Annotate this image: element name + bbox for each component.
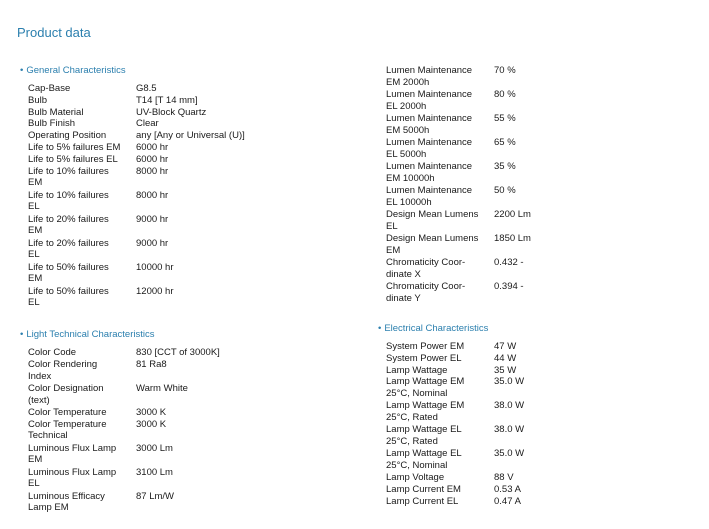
row-value: 80 %	[494, 89, 516, 100]
row-label	[28, 491, 105, 515]
row-label-line: Lamp Wattage EL	[386, 448, 462, 460]
row-label	[386, 496, 458, 508]
row-value: 2200 Lm	[494, 209, 531, 220]
row-label-line: Design Mean Lumens	[386, 209, 479, 220]
row-label	[386, 185, 472, 209]
row-label-line: Lamp EM	[28, 502, 69, 514]
row-value: 3000 K	[136, 406, 167, 418]
section-heading-electrical: • Electrical Characteristics	[378, 323, 489, 334]
row-label	[28, 419, 107, 443]
row-label-line: Lumen Maintenance	[386, 161, 473, 172]
row-label	[28, 190, 109, 214]
row-value: Clear	[136, 118, 159, 130]
row-label	[386, 341, 464, 353]
row-label-line: Lumen Maintenance	[386, 89, 473, 100]
row-value: 35.0 W	[494, 448, 525, 460]
row-label	[28, 130, 106, 142]
row-label	[28, 286, 109, 310]
row-value: 55 %	[494, 113, 516, 124]
row-label-line: EM	[28, 454, 43, 466]
row-value: 35 %	[494, 161, 516, 172]
row-label-line: Luminous Flux Lamp	[28, 466, 117, 478]
row-label	[28, 154, 118, 166]
row-label-line: 25°C, Nominal	[386, 388, 448, 400]
row-value: 47 W	[494, 341, 517, 352]
row-value: 9000 hr	[136, 213, 169, 225]
section-heading-general-text: General Characteristics	[26, 65, 126, 76]
row-value: any [Any or Universal (U)]	[136, 130, 245, 142]
row-label-line: Color Designation	[28, 382, 104, 394]
row-value: 3000 Lm	[136, 442, 173, 454]
row-label-line: System Power EM	[386, 341, 465, 352]
row-value: 830 [CCT of 3000K]	[136, 347, 220, 358]
row-label-line: 25°C, Rated	[386, 412, 438, 424]
page-title: Product data	[17, 25, 91, 40]
row-label	[386, 89, 472, 113]
row-label-line: 25°C, Nominal	[386, 460, 448, 472]
row-label-line: EM	[386, 244, 401, 256]
row-label-line: (text)	[28, 394, 50, 406]
row-label	[386, 65, 472, 89]
row-label-line: EL 10000h	[386, 196, 432, 208]
row-label-line: Lamp Voltage	[386, 472, 445, 484]
row-label-line: Lumen Maintenance	[386, 65, 473, 76]
row-label	[28, 214, 109, 238]
row-value: 10000 hr	[136, 261, 174, 273]
row-label	[28, 95, 47, 107]
row-label-line: Bulb Finish	[28, 118, 75, 130]
row-label-line: Cap-Base	[28, 83, 71, 94]
row-value: 8000 hr	[136, 165, 169, 177]
row-value: 6000 hr	[136, 153, 169, 165]
row-value: Warm White	[136, 382, 188, 394]
row-value: 88 V	[494, 472, 514, 484]
row-label	[28, 262, 109, 286]
row-label-line: dinate X	[386, 268, 421, 280]
row-value: 87 Lm/W	[136, 490, 175, 502]
row-value: 3100 Lm	[136, 466, 173, 478]
row-label	[28, 467, 116, 491]
row-label-line: dinate Y	[386, 292, 421, 304]
row-label	[28, 443, 116, 467]
row-value: 0.53 A	[494, 484, 521, 496]
row-value: 81 Ra8	[136, 358, 167, 370]
row-value: 3000 K	[136, 418, 167, 430]
row-label-line: Life to 5% failures EM	[28, 142, 121, 153]
row-label-line: Operating Position	[28, 130, 107, 142]
row-label-line: Color Rendering	[28, 358, 98, 370]
row-label	[386, 161, 472, 185]
row-label	[386, 209, 478, 233]
row-value: 9000 hr	[136, 237, 169, 249]
row-value: 0.394 -	[494, 281, 524, 292]
row-label-line: EM	[28, 225, 43, 237]
row-value: 44 W	[494, 352, 517, 364]
row-value: 1850 Lm	[494, 233, 531, 244]
row-value: 35 W	[494, 364, 517, 376]
row-label	[386, 376, 464, 400]
row-label-line: Life to 5% failures EL	[28, 153, 118, 165]
row-value: G8.5	[136, 83, 157, 94]
row-label	[386, 137, 472, 161]
row-label-line: Life to 50% failures	[28, 261, 109, 273]
row-value: 38.0 W	[494, 424, 525, 436]
row-label	[28, 107, 83, 119]
row-label	[386, 353, 462, 365]
row-label	[28, 407, 107, 419]
row-label	[386, 113, 472, 137]
row-label-line: Life to 50% failures	[28, 285, 109, 297]
row-label-line: Luminous Flux Lamp	[28, 442, 117, 454]
row-label	[28, 142, 120, 154]
row-label-line: Life to 20% failures	[28, 237, 109, 249]
row-label-line: EL 5000h	[386, 148, 427, 160]
row-label	[28, 359, 97, 383]
row-label-line: Chromaticity Coor-	[386, 257, 466, 268]
row-label-line: EM	[28, 273, 43, 285]
row-label	[386, 424, 462, 448]
row-label-line: EM 10000h	[386, 172, 435, 184]
section-heading-electrical-text: Electrical Characteristics	[384, 323, 489, 334]
row-label-line: Luminous Efficacy	[28, 490, 105, 502]
row-value: 65 %	[494, 137, 516, 148]
row-value: 6000 hr	[136, 142, 169, 153]
row-label	[28, 238, 109, 262]
row-label-line: EL	[28, 201, 40, 213]
row-label-line: EL	[28, 249, 40, 261]
section-heading-general: • General Characteristics	[20, 65, 126, 76]
row-label	[386, 400, 464, 424]
section-heading-light-text: Light Technical Characteristics	[26, 329, 155, 340]
row-label-line: Life to 10% failures	[28, 165, 109, 177]
row-label-line: Lamp Wattage EM	[386, 376, 465, 388]
row-value: UV-Block Quartz	[136, 106, 207, 118]
row-value: 0.47 A	[494, 496, 521, 507]
row-label-line: Bulb	[28, 94, 48, 106]
row-label-line: System Power EL	[386, 352, 462, 364]
row-label-line: Chromaticity Coor-	[386, 281, 466, 292]
row-label	[386, 365, 447, 377]
row-label-line: Life to 20% failures	[28, 213, 109, 225]
row-label	[28, 347, 76, 359]
row-value: 12000 hr	[136, 285, 174, 297]
row-label-line: Color Temperature	[28, 418, 107, 430]
row-label-line: EM 2000h	[386, 76, 430, 88]
row-label-line: Lumen Maintenance	[386, 113, 473, 124]
row-label-line: Lamp Current EL	[386, 496, 459, 507]
row-value: 38.0 W	[494, 400, 525, 412]
row-value: 50 %	[494, 185, 516, 196]
row-label-line: Color Temperature	[28, 406, 107, 418]
row-value: 0.432 -	[494, 257, 524, 268]
row-label-line: Index	[28, 370, 52, 382]
row-label-line: Lamp Wattage EL	[386, 424, 462, 436]
row-label	[386, 484, 461, 496]
row-label	[386, 472, 444, 484]
row-label-line: Technical	[28, 430, 68, 442]
row-value: 8000 hr	[136, 189, 169, 201]
row-label-line: Lamp Current EM	[386, 484, 461, 496]
row-label	[28, 118, 75, 130]
row-label-line: EL 2000h	[386, 100, 427, 112]
row-label-line: Design Mean Lumens	[386, 233, 479, 244]
row-label	[386, 448, 462, 472]
row-label-line: Color Code	[28, 347, 77, 358]
row-label	[386, 233, 478, 257]
row-value: 35.0 W	[494, 376, 525, 388]
row-label-line: EL	[386, 220, 398, 232]
row-label-line: EM 5000h	[386, 124, 430, 136]
row-label-line: Bulb Material	[28, 106, 84, 118]
row-value: 70 %	[494, 65, 516, 76]
row-label	[28, 383, 104, 407]
row-label-line: Lumen Maintenance	[386, 185, 473, 196]
row-label-line: Lamp Wattage EM	[386, 400, 465, 412]
row-label	[386, 281, 465, 305]
row-value: T14 [T 14 mm]	[136, 94, 198, 106]
row-label-line: EL	[28, 478, 40, 490]
row-label-line: Life to 10% failures	[28, 189, 109, 201]
row-label	[28, 83, 70, 95]
row-label-line: 25°C, Rated	[386, 436, 438, 448]
section-heading-light: • Light Technical Characteristics	[20, 329, 155, 340]
row-label-line: Lamp Wattage	[386, 364, 448, 376]
row-label	[28, 166, 109, 190]
row-label-line: EM	[28, 177, 43, 189]
row-label-line: Lumen Maintenance	[386, 137, 473, 148]
row-label	[386, 257, 465, 281]
row-label-line: EL	[28, 297, 40, 309]
